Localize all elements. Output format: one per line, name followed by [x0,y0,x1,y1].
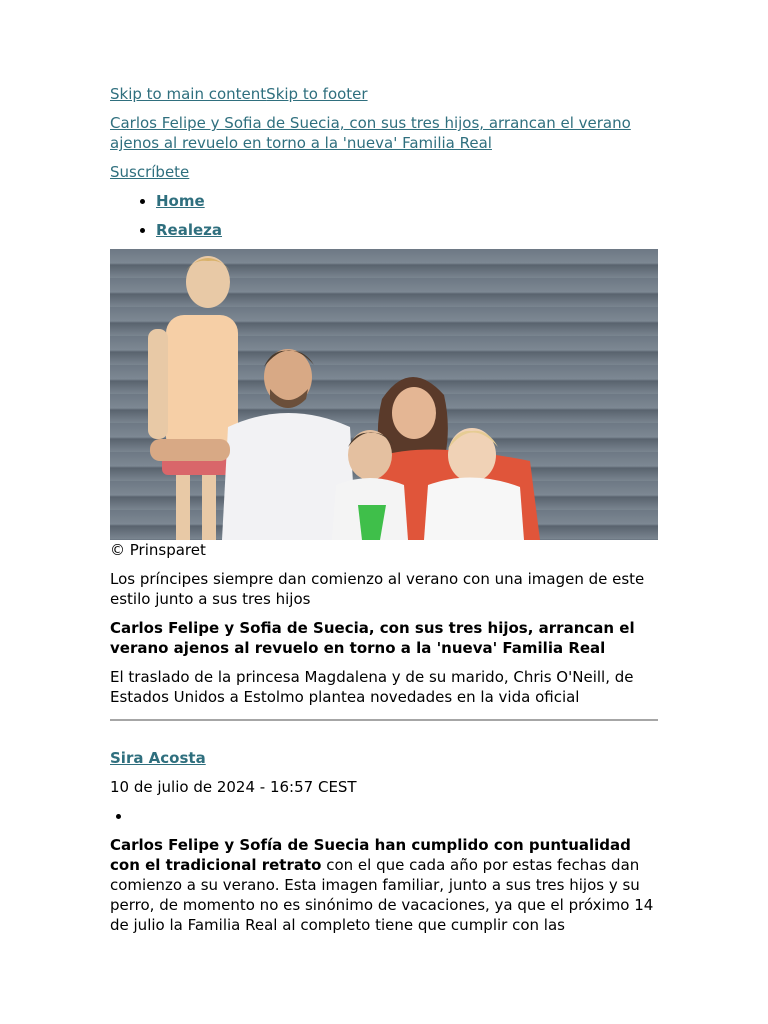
breadcrumb-nav [110,191,658,240]
nav-item-home [156,191,658,211]
author-link[interactable]: Sira Acosta [110,749,206,767]
publish-date: 10 de julio de 2024 - 16:57 CEST [110,778,357,796]
skip-links [110,84,658,104]
page-content [110,84,658,935]
skip-to-main-link[interactable]: Skip to main content [110,85,267,103]
section-divider [110,719,658,721]
article-title-link[interactable]: Carlos Felipe y Sofia de Suecia, con sus tres hijos, arrancan el verano ajenos al revuelo en torno a la 'nueva' Familia Real [110,114,631,152]
photo-credit: © Prinsparet [110,541,206,559]
article-body [110,835,658,935]
share-list [110,806,658,826]
nav-link-realeza[interactable]: Realeza [156,221,223,239]
family-photo-illustration [110,249,658,540]
skip-to-footer-link[interactable]: Skip to footer [266,85,368,103]
nav-item-realeza [156,220,658,240]
article-headline: Carlos Felipe y Sofia de Suecia, con sus tres hijos, arrancan el verano ajenos al revuelo en torno a la 'nueva' Familia Real [110,619,635,657]
nav-link-home[interactable]: Home [156,192,205,210]
article-body-rest: con el que cada año por estas fechas dan comienzo a su verano. Esta imagen familiar, junto a sus tres hijos y su perro, de momento no es sinónimo de vacaciones, ya que el próximo 14 de julio la Familia Real al completo tiene que cumplir con las [110,856,654,934]
family-photo [110,249,658,540]
article-standfirst: El traslado de la princesa Magdalena y de su marido, Chris O'Neill, de Estados Unidos a Estolmo plantea novedades en la vida oficial [110,668,634,706]
article-body-bold: Carlos Felipe y Sofía de Suecia han cumplido con puntualidad con el tradicional retrato [110,836,631,874]
share-list-item [132,806,658,826]
photo-caption: Los príncipes siempre dan comienzo al verano con una imagen de este estilo junto a sus tres hijos [110,570,645,608]
subscribe-link[interactable]: Suscríbete [110,163,190,181]
